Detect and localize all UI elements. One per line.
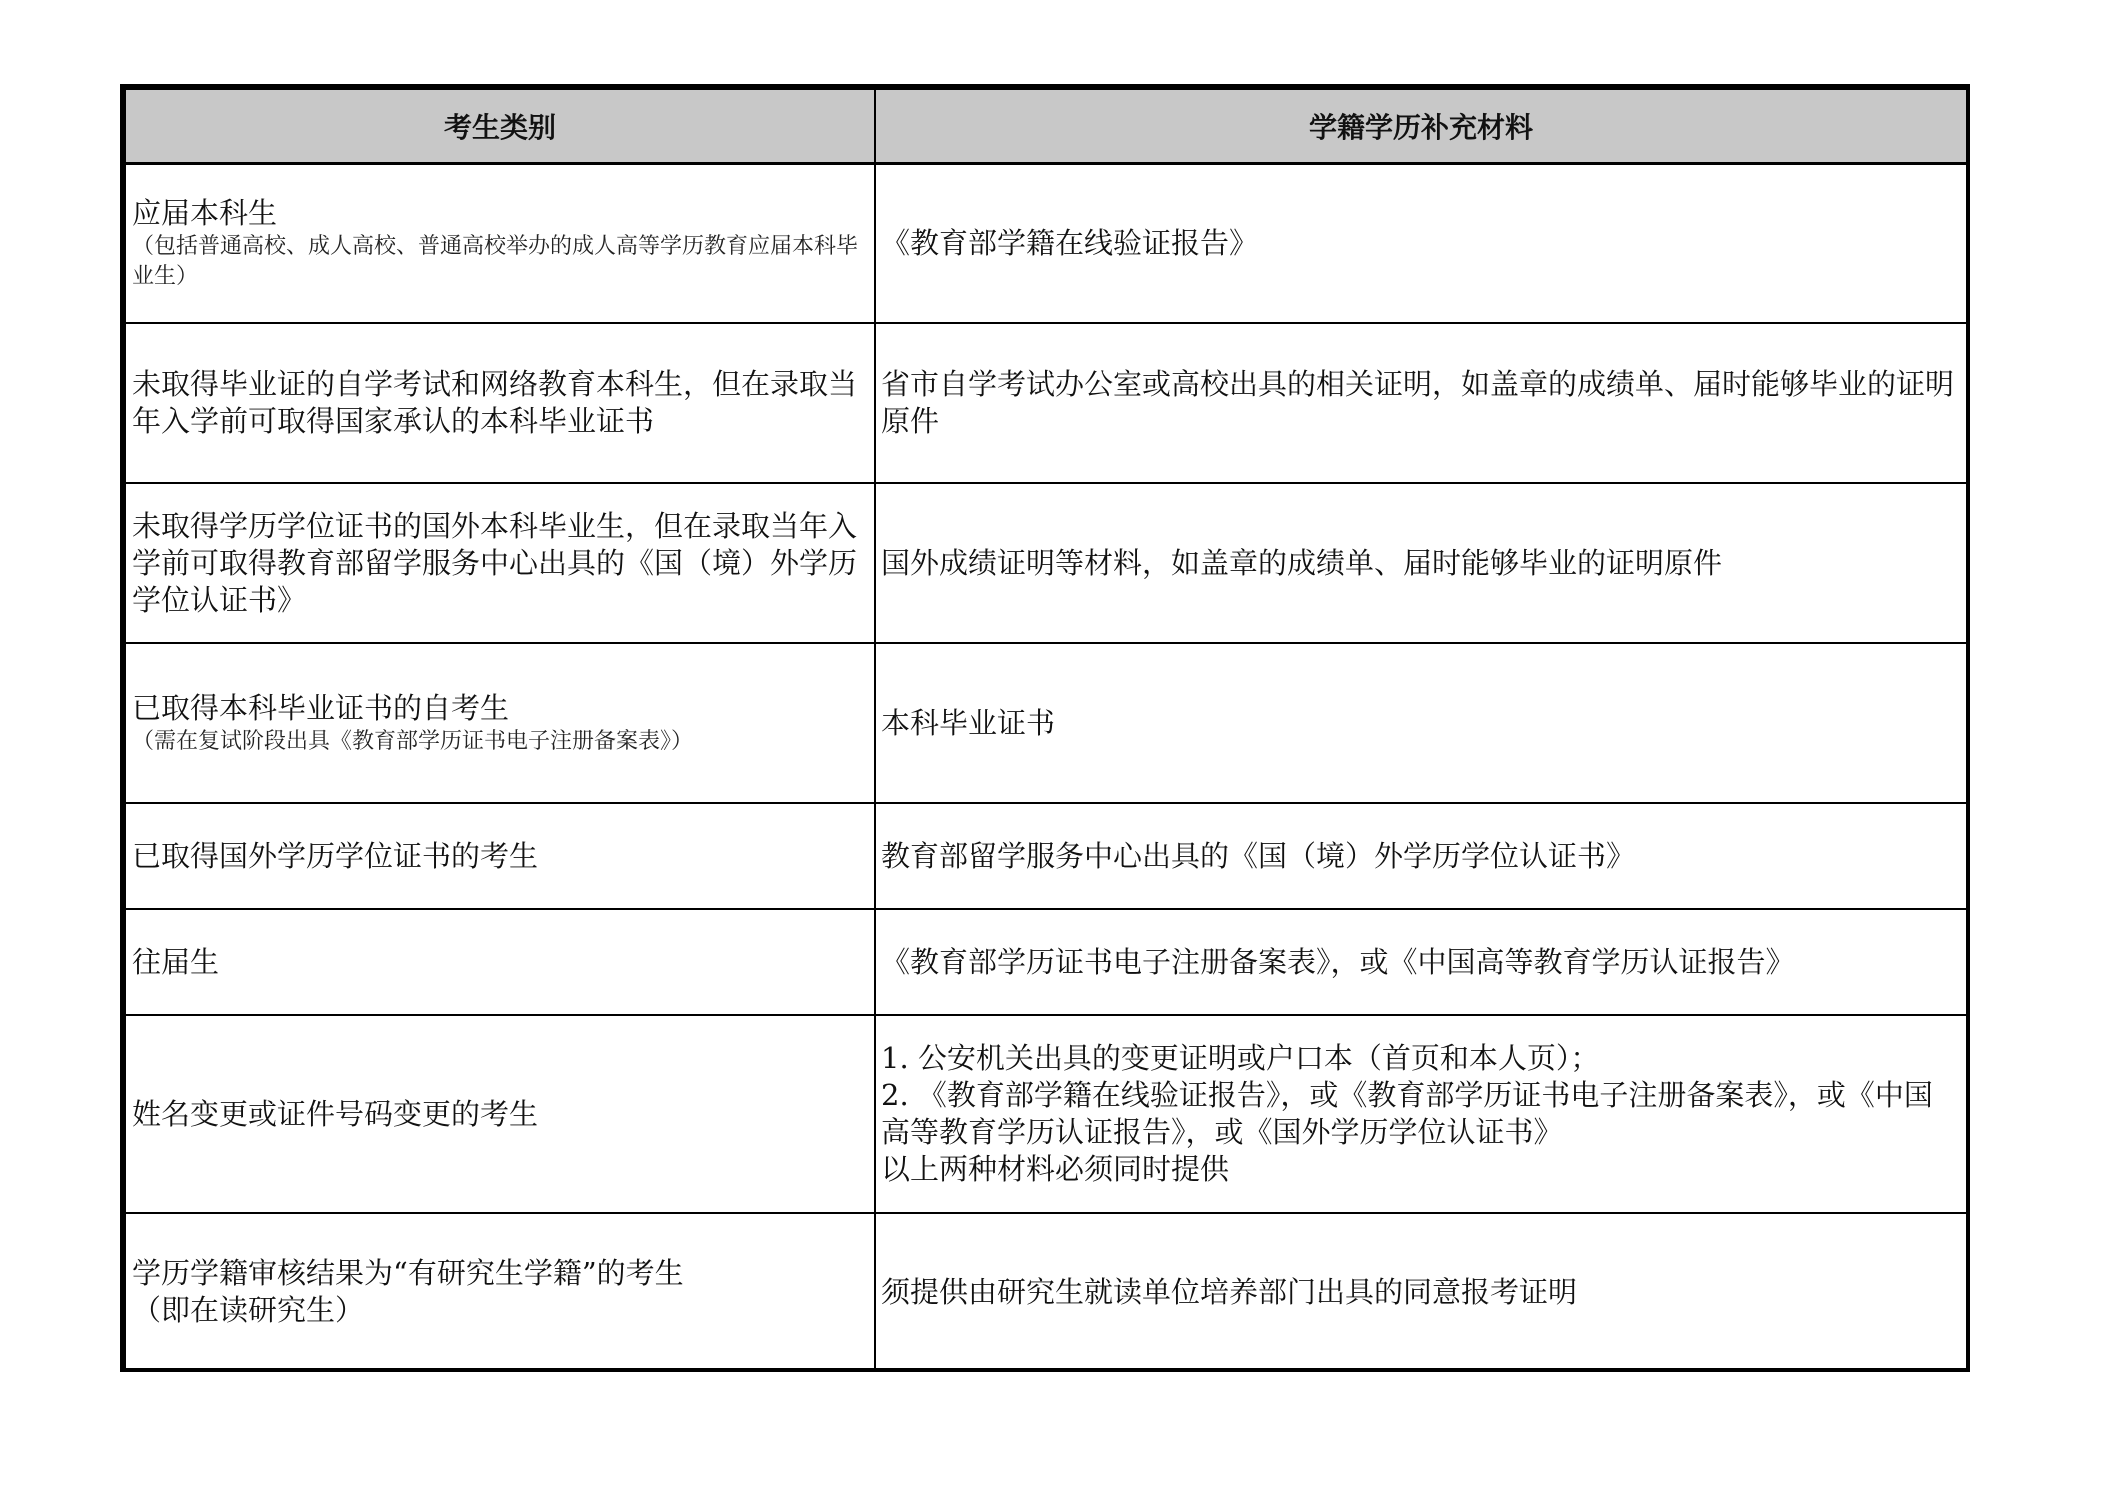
table-row — [125, 909, 1967, 1015]
materials-item-requirement: 以上两种材料必须同时提供 — [881, 1152, 1230, 1186]
category-cell — [125, 163, 875, 323]
materials-text: 国外成绩证明等材料，如盖章的成绩单、届时能够毕业的证明原件 — [881, 545, 1723, 580]
table-row — [125, 1015, 1967, 1213]
materials-cell — [875, 323, 1967, 483]
category-cell — [125, 483, 875, 643]
requirements-table-sheet — [120, 84, 1970, 1372]
category-cell — [125, 803, 875, 909]
materials-text: 须提供由研究生就读单位培养部门出具的同意报考证明 — [881, 1274, 1578, 1309]
materials-text: 《教育部学历证书电子注册备案表》，或《中国高等教育学历认证报告》 — [881, 944, 1795, 979]
category-cell — [125, 1015, 875, 1213]
materials-cell — [875, 1213, 1967, 1371]
category-text: 应届本科生 — [132, 195, 278, 230]
category-text: 未取得毕业证的自学考试和网络教育本科生，但在录取当年入学前可取得国家承认的本科毕业证书 — [132, 367, 858, 438]
category-text: 往届生 — [132, 944, 220, 979]
category-cell — [125, 1213, 875, 1371]
category-cell — [125, 323, 875, 483]
category-note: （包括普通高校、成人高校、普通高校举办的成人高等学历教育应届本科毕业生） — [132, 233, 859, 289]
table-row — [125, 643, 1967, 803]
category-note: （需在复试阶段出具《教育部学历证书电子注册备案表》） — [132, 728, 694, 754]
materials-cell — [875, 803, 1967, 909]
category-text: 已取得本科毕业证书的自考生 — [132, 690, 510, 725]
materials-cell — [875, 909, 1967, 1015]
materials-cell — [875, 483, 1967, 643]
header-supplementary-materials: 学籍学历补充材料 — [875, 89, 1967, 163]
materials-text: 省市自学考试办公室或高校出具的相关证明，如盖章的成绩单、届时能够毕业的证明原件 — [881, 367, 1955, 438]
category-text: 姓名变更或证件号码变更的考生 — [132, 1096, 539, 1131]
materials-cell — [875, 643, 1967, 803]
category-cell — [125, 909, 875, 1015]
materials-cell — [875, 1015, 1967, 1213]
table-header-row — [125, 89, 1967, 163]
category-note: （即在读研究生） — [132, 1293, 365, 1327]
category-text: 已取得国外学历学位证书的考生 — [132, 838, 539, 873]
materials-item-2: 2. 《教育部学籍在线验证报告》，或《教育部学历证书电子注册备案表》，或《中国高等教育学历认证报告》，或《国外学历学位认证书》 — [881, 1078, 1933, 1149]
header-candidate-category: 考生类别 — [125, 89, 875, 163]
table-row — [125, 323, 1967, 483]
table-row — [125, 163, 1967, 323]
table-row — [125, 1213, 1967, 1371]
category-text: 学历学籍审核结果为“有研究生学籍”的考生 — [132, 1256, 684, 1290]
category-cell — [125, 643, 875, 803]
materials-cell — [875, 163, 1967, 323]
requirements-table — [124, 88, 1968, 1372]
table-row — [125, 803, 1967, 909]
materials-text: 《教育部学籍在线验证报告》 — [881, 225, 1259, 260]
materials-text: 教育部留学服务中心出具的《国（境）外学历学位认证书》 — [881, 838, 1636, 873]
materials-item-1: 1. 公安机关出具的变更证明或户口本（首页和本人页）； — [881, 1041, 1600, 1075]
table-row — [125, 483, 1967, 643]
category-text: 未取得学历学位证书的国外本科毕业生，但在录取当年入学前可取得教育部留学服务中心出具的《国（境）外学历学位认证书》 — [132, 508, 858, 617]
materials-text: 本科毕业证书 — [881, 705, 1056, 740]
